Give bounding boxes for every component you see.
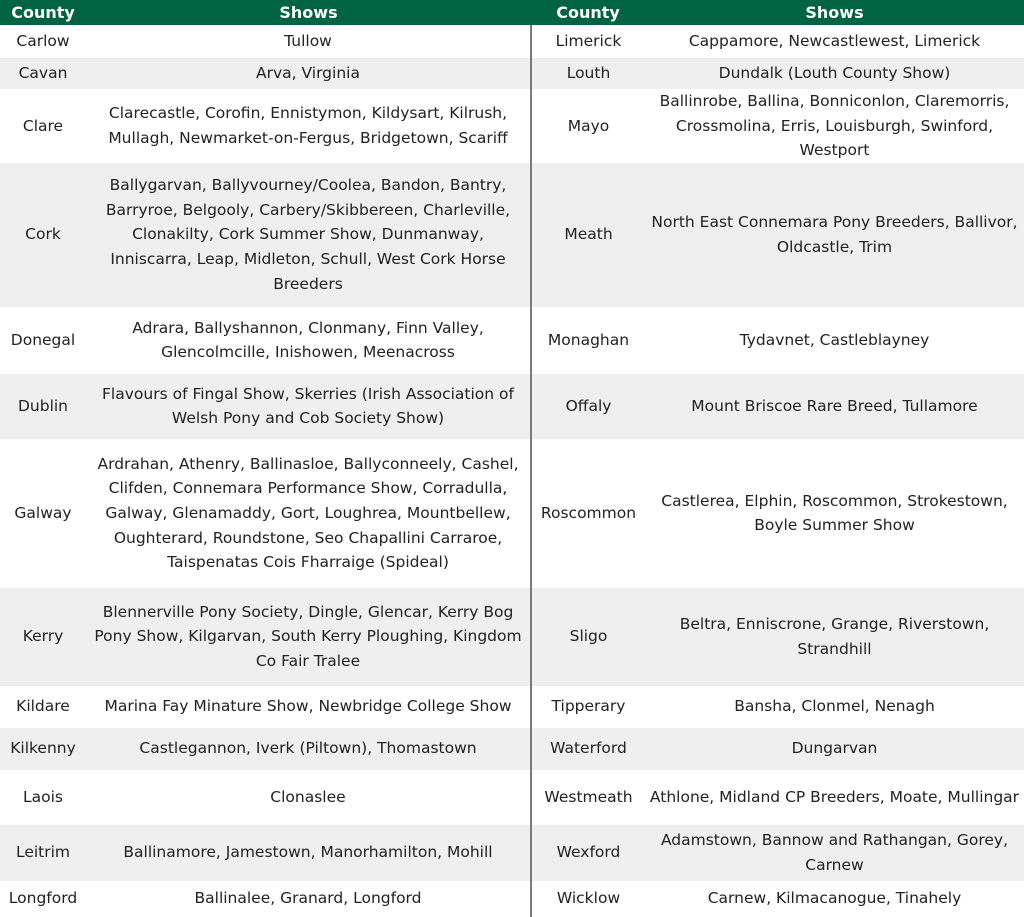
shows-left-cell: Blennerville Pony Society, Dingle, Glencar, Kerry Bog Pony Show, Kilgarvan, South Kerry Ploughing, Kingdom Co Fair Tralee — [86, 588, 531, 686]
county-left-cell: Cork — [0, 163, 86, 307]
shows-left-cell: Arva, Virginia — [86, 58, 531, 89]
table-row — [0, 770, 1024, 825]
county-left-cell: Dublin — [0, 374, 86, 439]
shows-left-cell: Ardrahan, Athenry, Ballinasloe, Ballyconneely, Cashel, Clifden, Connemara Performance Show, Corradulla, Galway, Glenamaddy, Gort, Loughrea, Mountbellew, Oughterard, Roundstone, Seo Chapallini Carraroe, Taispenatas Cois Fharraige (Spideal) — [86, 439, 531, 588]
table-row — [0, 825, 1024, 881]
county-right-cell: Westmeath — [531, 770, 645, 825]
shows-right-cell: North East Connemara Pony Breeders, Ballivor, Oldcastle, Trim — [645, 163, 1024, 307]
header-county-left: County — [0, 0, 86, 25]
table-row — [0, 163, 1024, 307]
county-left-cell: Clare — [0, 89, 86, 163]
county-right-cell: Waterford — [531, 728, 645, 770]
county-right-cell: Sligo — [531, 588, 645, 686]
shows-left-cell: Tullow — [86, 25, 531, 58]
shows-right-cell: Dundalk (Louth County Show) — [645, 58, 1024, 89]
header-row — [0, 0, 1024, 25]
shows-right-cell: Athlone, Midland CP Breeders, Moate, Mullingar — [645, 770, 1024, 825]
table-body — [0, 25, 1024, 917]
shows-left-cell: Marina Fay Minature Show, Newbridge College Show — [86, 686, 531, 728]
county-left-cell: Laois — [0, 770, 86, 825]
county-left-cell: Carlow — [0, 25, 86, 58]
county-right-cell: Meath — [531, 163, 645, 307]
shows-left-cell: Clarecastle, Corofin, Ennistymon, Kildysart, Kilrush, Mullagh, Newmarket-on-Fergus, Bridgetown, Scariff — [86, 89, 531, 163]
shows-right-cell: Carnew, Kilmacanogue, Tinahely — [645, 881, 1024, 917]
table-row — [0, 25, 1024, 58]
county-left-cell: Galway — [0, 439, 86, 588]
county-right-cell: Wexford — [531, 825, 645, 881]
table-row — [0, 374, 1024, 439]
table-row — [0, 439, 1024, 588]
shows-left-cell: Flavours of Fingal Show, Skerries (Irish Association of Welsh Pony and Cob Society Show) — [86, 374, 531, 439]
shows-left-cell: Clonaslee — [86, 770, 531, 825]
shows-left-cell: Ballinamore, Jamestown, Manorhamilton, Mohill — [86, 825, 531, 881]
county-right-cell: Wicklow — [531, 881, 645, 917]
table-row — [0, 588, 1024, 686]
shows-right-cell: Beltra, Enniscrone, Grange, Riverstown, Strandhill — [645, 588, 1024, 686]
shows-right-cell: Bansha, Clonmel, Nenagh — [645, 686, 1024, 728]
county-left-cell: Kildare — [0, 686, 86, 728]
county-right-cell: Offaly — [531, 374, 645, 439]
header-county-right: County — [531, 0, 645, 25]
table-row — [0, 686, 1024, 728]
table-row — [0, 58, 1024, 89]
county-right-cell: Roscommon — [531, 439, 645, 588]
county-left-cell: Donegal — [0, 307, 86, 374]
shows-right-cell: Castlerea, Elphin, Roscommon, Strokestown, Boyle Summer Show — [645, 439, 1024, 588]
county-right-cell: Tipperary — [531, 686, 645, 728]
county-right-cell: Mayo — [531, 89, 645, 163]
county-right-cell: Monaghan — [531, 307, 645, 374]
shows-left-cell: Adrara, Ballyshannon, Clonmany, Finn Valley, Glencolmcille, Inishowen, Meenacross — [86, 307, 531, 374]
table-row — [0, 89, 1024, 163]
table-row — [0, 307, 1024, 374]
header-shows-left: Shows — [86, 0, 531, 25]
shows-right-cell: Tydavnet, Castleblayney — [645, 307, 1024, 374]
table-row — [0, 728, 1024, 770]
county-left-cell: Kilkenny — [0, 728, 86, 770]
county-left-cell: Kerry — [0, 588, 86, 686]
shows-right-cell: Ballinrobe, Ballina, Bonniconlon, Claremorris, Crossmolina, Erris, Louisburgh, Swinford, Westport — [645, 89, 1024, 163]
county-left-cell: Cavan — [0, 58, 86, 89]
shows-left-cell: Castlegannon, Iverk (Piltown), Thomastown — [86, 728, 531, 770]
shows-left-cell: Ballinalee, Granard, Longford — [86, 881, 531, 917]
county-right-cell: Limerick — [531, 25, 645, 58]
shows-left-cell: Ballygarvan, Ballyvourney/Coolea, Bandon, Bantry, Barryroe, Belgooly, Carbery/Skibbereen, Charleville, Clonakilty, Cork Summer Show, Dunmanway, Inniscarra, Leap, Midleton, Schull, West Cork Horse Breeders — [86, 163, 531, 307]
header-shows-right: Shows — [645, 0, 1024, 25]
shows-right-cell: Mount Briscoe Rare Breed, Tullamore — [645, 374, 1024, 439]
county-left-cell: Leitrim — [0, 825, 86, 881]
shows-right-cell: Dungarvan — [645, 728, 1024, 770]
shows-right-cell: Cappamore, Newcastlewest, Limerick — [645, 25, 1024, 58]
table-row — [0, 881, 1024, 917]
county-left-cell: Longford — [0, 881, 86, 917]
county-right-cell: Louth — [531, 58, 645, 89]
shows-right-cell: Adamstown, Bannow and Rathangan, Gorey, Carnew — [645, 825, 1024, 881]
